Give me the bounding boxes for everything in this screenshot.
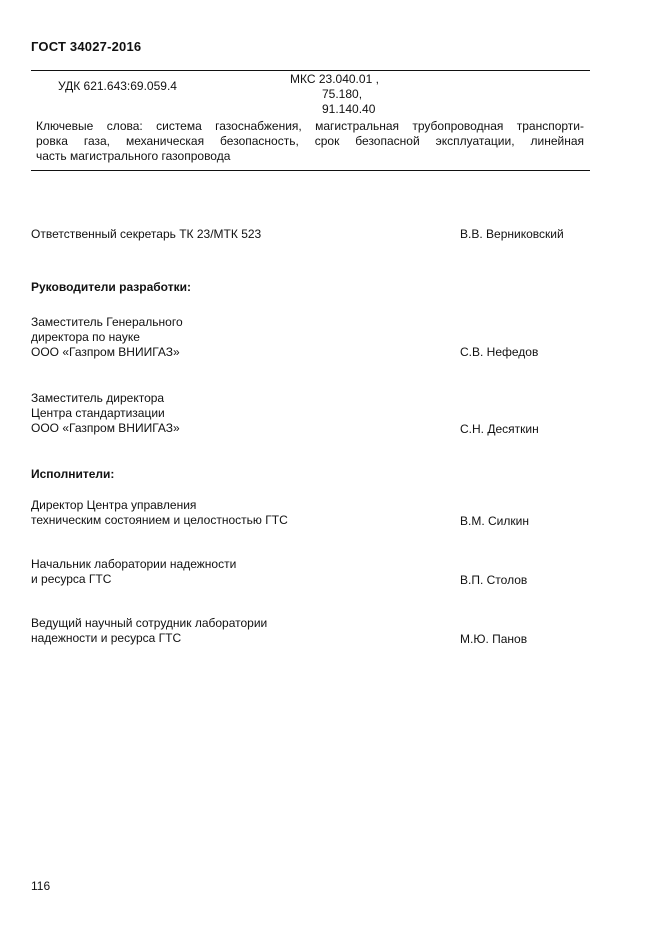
role-line: Заместитель директора (31, 391, 165, 405)
leaders-heading: Руководители разработки: (31, 280, 191, 294)
role-line: и ресурса ГТС (31, 572, 112, 586)
role-line: директора по науке (31, 330, 140, 344)
role-line: Заместитель Генерального (31, 315, 183, 329)
mks-codes (290, 72, 379, 117)
executors-heading: Исполнители: (31, 467, 115, 481)
executor-name: М.Ю. Панов (460, 632, 528, 646)
executor-name: В.П. Столов (460, 573, 528, 587)
leader-role (31, 391, 180, 436)
mks-line: 91.140.40 (322, 102, 376, 116)
leader-name: С.Н. Десяткин (460, 422, 539, 436)
executor-role (31, 498, 288, 528)
role-line: техническим состоянием и целостностью ГТС (31, 513, 288, 527)
executor-name: В.М. Силкин (460, 514, 529, 528)
role-line: Ведущий научный сотрудник лаборатории (31, 616, 268, 630)
secretary-role: Ответственный секретарь ТК 23/МТК 523 (31, 227, 262, 241)
secretary-name: В.В. Верниковский (460, 227, 564, 241)
leader-name: С.В. Нефедов (460, 345, 539, 359)
role-line: Центра стандартизации (31, 406, 165, 420)
role-line: ООО «Газпром ВНИИГАЗ» (31, 345, 180, 359)
mks-line: МКС 23.040.01 , (290, 72, 379, 86)
keywords-line: часть магистрального газопровода (36, 149, 231, 163)
keywords-paragraph (36, 119, 584, 164)
mks-line: 75.180, (322, 87, 363, 101)
role-line: Директор Центра управления (31, 498, 197, 512)
keywords-line: Ключевые слова: система газоснабжения, магистральная трубопроводная транспорти- (36, 119, 584, 133)
executor-role (31, 557, 236, 587)
document-code: ГОСТ 34027-2016 (31, 39, 142, 54)
executor-role (31, 616, 267, 646)
udk-code: УДК 621.643:69.059.4 (58, 79, 177, 93)
leader-role (31, 315, 183, 360)
role-line: Начальник лаборатории надежности (31, 557, 237, 571)
bottom-divider (31, 170, 590, 171)
page-number: 116 (31, 879, 51, 893)
role-line: ООО «Газпром ВНИИГАЗ» (31, 421, 180, 435)
keywords-line: ровка газа, механическая безопасность, срок безопасной эксплуатации, линейная (36, 134, 584, 148)
role-line: надежности и ресурса ГТС (31, 631, 182, 645)
top-divider (31, 70, 590, 71)
